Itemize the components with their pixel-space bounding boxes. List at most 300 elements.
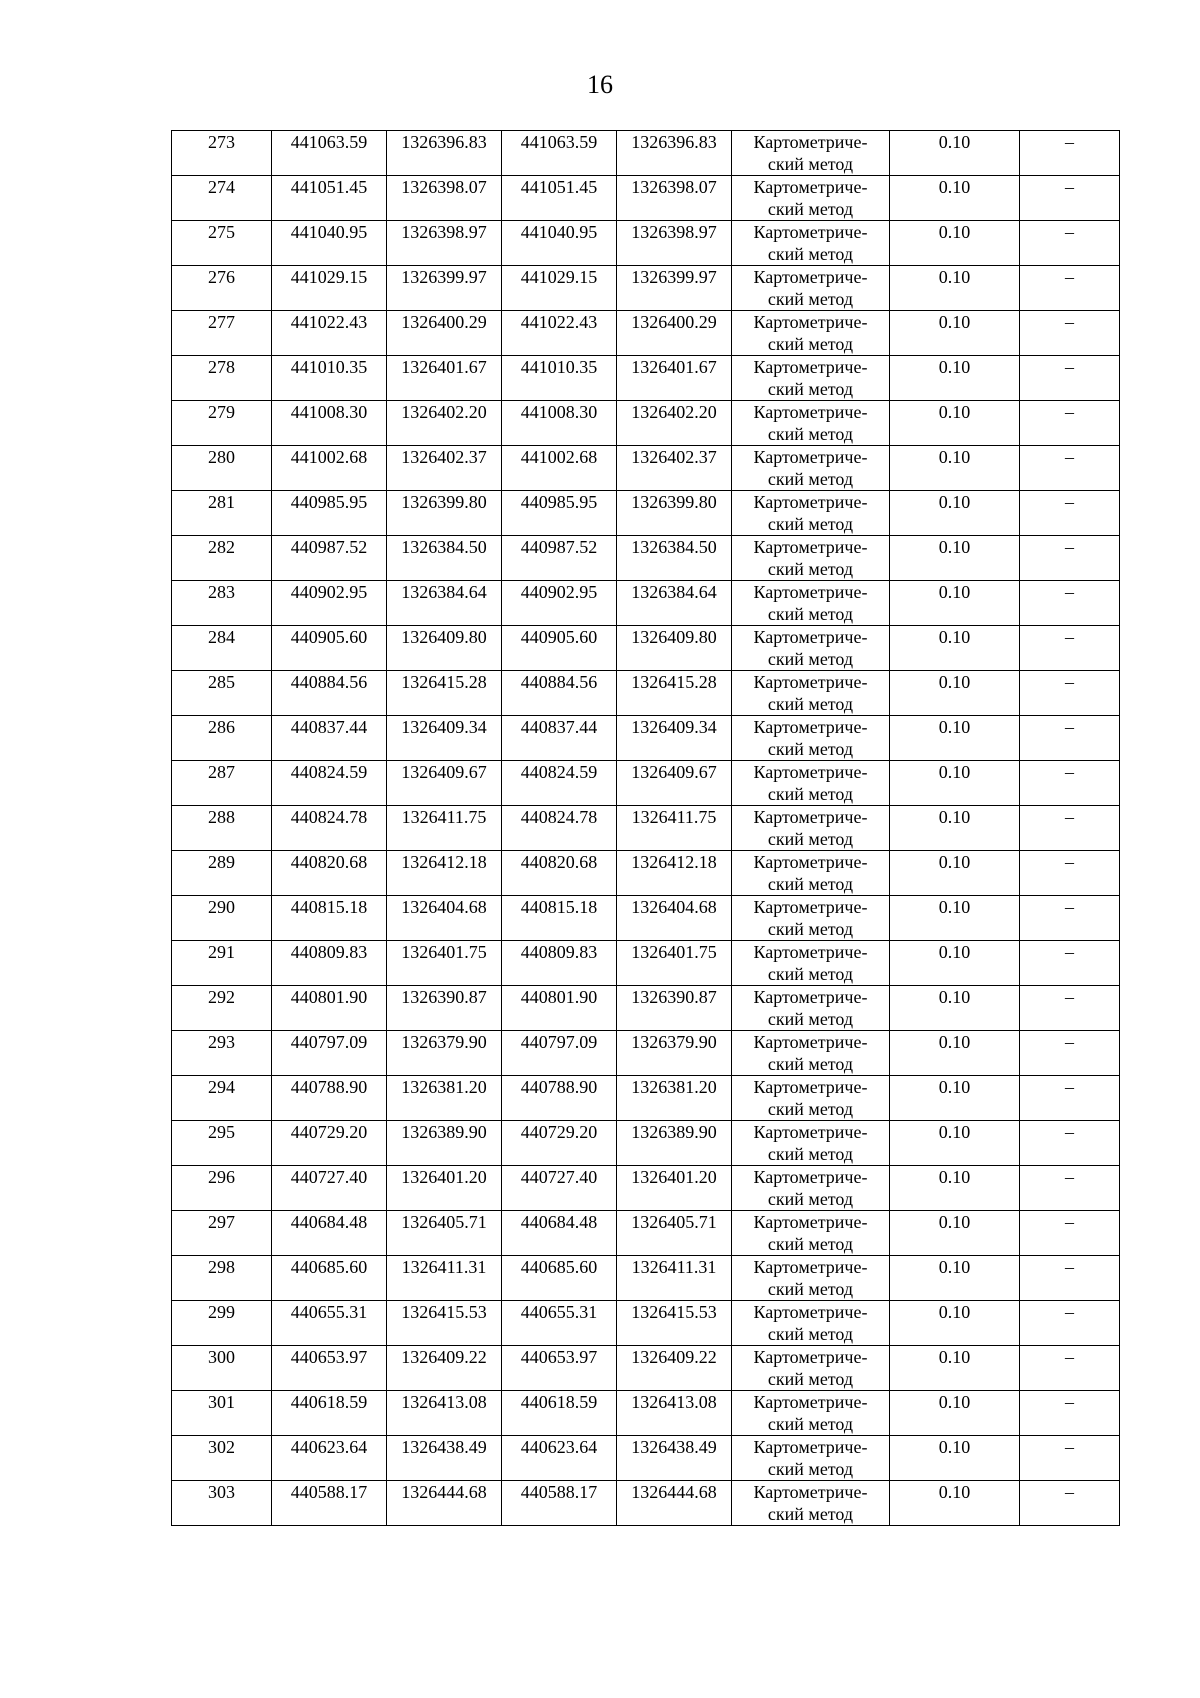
cell-note: – xyxy=(1020,1256,1120,1301)
table-row xyxy=(172,1436,1120,1481)
cell-existing-y: 1326398.97 xyxy=(387,221,502,266)
table-row xyxy=(172,941,1120,986)
cell-point-number: 292 xyxy=(172,986,272,1031)
cell-refined-y: 1326413.08 xyxy=(617,1391,732,1436)
cell-method xyxy=(732,716,890,761)
cell-point-number: 276 xyxy=(172,266,272,311)
method-line: Картометриче- xyxy=(753,897,868,917)
cell-accuracy: 0.10 xyxy=(890,1121,1020,1166)
cell-existing-x: 440820.68 xyxy=(272,851,387,896)
method-line: Картометриче- xyxy=(753,267,868,287)
cell-existing-y: 1326409.34 xyxy=(387,716,502,761)
cell-point-number: 291 xyxy=(172,941,272,986)
cell-existing-y: 1326438.49 xyxy=(387,1436,502,1481)
table-body xyxy=(172,131,1120,1526)
method-line: ский метод xyxy=(767,739,854,759)
cell-existing-y: 1326411.31 xyxy=(387,1256,502,1301)
cell-point-number: 285 xyxy=(172,671,272,716)
cell-method xyxy=(732,671,890,716)
cell-method xyxy=(732,1481,890,1526)
cell-refined-x: 440985.95 xyxy=(502,491,617,536)
method-line: Картометриче- xyxy=(753,1122,868,1142)
method-line: ский метод xyxy=(767,784,854,804)
cell-method xyxy=(732,446,890,491)
table-row xyxy=(172,131,1120,176)
cell-existing-x: 440824.59 xyxy=(272,761,387,806)
table-row xyxy=(172,671,1120,716)
method-line: Картометриче- xyxy=(753,672,868,692)
cell-accuracy: 0.10 xyxy=(890,1301,1020,1346)
cell-point-number: 297 xyxy=(172,1211,272,1256)
cell-point-number: 281 xyxy=(172,491,272,536)
cell-note: – xyxy=(1020,1391,1120,1436)
cell-refined-y: 1326401.20 xyxy=(617,1166,732,1211)
cell-refined-y: 1326404.68 xyxy=(617,896,732,941)
method-line: Картометриче- xyxy=(753,807,868,827)
cell-existing-y: 1326398.07 xyxy=(387,176,502,221)
cell-method xyxy=(732,626,890,671)
cell-refined-x: 440684.48 xyxy=(502,1211,617,1256)
cell-accuracy: 0.10 xyxy=(890,1481,1020,1526)
method-line: Картометриче- xyxy=(753,717,868,737)
cell-refined-x: 441040.95 xyxy=(502,221,617,266)
cell-note: – xyxy=(1020,851,1120,896)
cell-existing-y: 1326379.90 xyxy=(387,1031,502,1076)
cell-existing-x: 440809.83 xyxy=(272,941,387,986)
method-line: Картометриче- xyxy=(753,987,868,1007)
cell-method xyxy=(732,851,890,896)
cell-refined-y: 1326402.20 xyxy=(617,401,732,446)
cell-method xyxy=(732,131,890,176)
method-line: ский метод xyxy=(767,964,854,984)
cell-refined-x: 440884.56 xyxy=(502,671,617,716)
cell-accuracy: 0.10 xyxy=(890,221,1020,266)
cell-existing-y: 1326399.97 xyxy=(387,266,502,311)
method-line: ский метод xyxy=(767,334,854,354)
cell-point-number: 295 xyxy=(172,1121,272,1166)
cell-refined-y: 1326409.80 xyxy=(617,626,732,671)
cell-point-number: 282 xyxy=(172,536,272,581)
cell-note: – xyxy=(1020,1481,1120,1526)
method-line: ский метод xyxy=(767,694,854,714)
method-line: Картометриче- xyxy=(753,582,868,602)
table-row xyxy=(172,1211,1120,1256)
cell-refined-x: 440801.90 xyxy=(502,986,617,1031)
cell-existing-x: 441008.30 xyxy=(272,401,387,446)
method-line: Картометриче- xyxy=(753,1167,868,1187)
cell-refined-x: 441063.59 xyxy=(502,131,617,176)
method-line: Картометриче- xyxy=(753,492,868,512)
cell-existing-x: 441040.95 xyxy=(272,221,387,266)
cell-existing-x: 440788.90 xyxy=(272,1076,387,1121)
cell-method xyxy=(732,761,890,806)
method-line: ский метод xyxy=(767,1009,854,1029)
table-row xyxy=(172,1256,1120,1301)
method-line: Картометриче- xyxy=(753,177,868,197)
cell-accuracy: 0.10 xyxy=(890,761,1020,806)
cell-refined-x: 440655.31 xyxy=(502,1301,617,1346)
cell-refined-y: 1326396.83 xyxy=(617,131,732,176)
method-line: ский метод xyxy=(767,559,854,579)
cell-method xyxy=(732,176,890,221)
cell-point-number: 303 xyxy=(172,1481,272,1526)
cell-refined-x: 440788.90 xyxy=(502,1076,617,1121)
cell-existing-x: 440902.95 xyxy=(272,581,387,626)
cell-existing-x: 441022.43 xyxy=(272,311,387,356)
cell-refined-x: 441051.45 xyxy=(502,176,617,221)
cell-point-number: 289 xyxy=(172,851,272,896)
cell-note: – xyxy=(1020,1346,1120,1391)
method-line: ский метод xyxy=(767,154,854,174)
page-number: 16 xyxy=(587,70,613,99)
cell-existing-x: 440884.56 xyxy=(272,671,387,716)
method-line: ский метод xyxy=(767,919,854,939)
cell-accuracy: 0.10 xyxy=(890,176,1020,221)
cell-refined-y: 1326400.29 xyxy=(617,311,732,356)
cell-method xyxy=(732,986,890,1031)
method-line: ский метод xyxy=(767,199,854,219)
cell-point-number: 288 xyxy=(172,806,272,851)
cell-note: – xyxy=(1020,806,1120,851)
cell-refined-x: 440820.68 xyxy=(502,851,617,896)
table-row xyxy=(172,581,1120,626)
cell-method xyxy=(732,401,890,446)
cell-note: – xyxy=(1020,221,1120,266)
cell-refined-y: 1326402.37 xyxy=(617,446,732,491)
cell-note: – xyxy=(1020,401,1120,446)
cell-method xyxy=(732,311,890,356)
method-line: Картометриче- xyxy=(753,132,868,152)
cell-note: – xyxy=(1020,626,1120,671)
table-row xyxy=(172,1121,1120,1166)
cell-existing-x: 440684.48 xyxy=(272,1211,387,1256)
cell-refined-y: 1326399.97 xyxy=(617,266,732,311)
method-line: ский метод xyxy=(767,1369,854,1389)
coordinates-table xyxy=(171,130,1120,1526)
cell-existing-x: 440985.95 xyxy=(272,491,387,536)
cell-refined-x: 441022.43 xyxy=(502,311,617,356)
table-row xyxy=(172,536,1120,581)
method-line: Картометриче- xyxy=(753,537,868,557)
cell-note: – xyxy=(1020,716,1120,761)
cell-existing-y: 1326409.67 xyxy=(387,761,502,806)
cell-note: – xyxy=(1020,986,1120,1031)
cell-refined-y: 1326381.20 xyxy=(617,1076,732,1121)
cell-note: – xyxy=(1020,1031,1120,1076)
table-row xyxy=(172,896,1120,941)
cell-method xyxy=(732,221,890,266)
cell-refined-x: 441010.35 xyxy=(502,356,617,401)
table-row xyxy=(172,266,1120,311)
cell-note: – xyxy=(1020,176,1120,221)
cell-refined-x: 440987.52 xyxy=(502,536,617,581)
cell-method xyxy=(732,1031,890,1076)
cell-existing-y: 1326401.20 xyxy=(387,1166,502,1211)
cell-point-number: 278 xyxy=(172,356,272,401)
cell-existing-y: 1326405.71 xyxy=(387,1211,502,1256)
cell-refined-y: 1326398.97 xyxy=(617,221,732,266)
cell-note: – xyxy=(1020,1121,1120,1166)
cell-existing-x: 440729.20 xyxy=(272,1121,387,1166)
table-row xyxy=(172,221,1120,266)
cell-method xyxy=(732,1076,890,1121)
cell-method xyxy=(732,1301,890,1346)
cell-refined-x: 440837.44 xyxy=(502,716,617,761)
method-line: ский метод xyxy=(767,874,854,894)
cell-refined-y: 1326412.18 xyxy=(617,851,732,896)
cell-existing-y: 1326396.83 xyxy=(387,131,502,176)
method-line: ский метод xyxy=(767,379,854,399)
cell-refined-x: 440797.09 xyxy=(502,1031,617,1076)
cell-method xyxy=(732,536,890,581)
method-line: ский метод xyxy=(767,1189,854,1209)
cell-refined-y: 1326405.71 xyxy=(617,1211,732,1256)
cell-existing-y: 1326444.68 xyxy=(387,1481,502,1526)
cell-refined-x: 440824.78 xyxy=(502,806,617,851)
cell-refined-y: 1326415.53 xyxy=(617,1301,732,1346)
cell-existing-y: 1326384.64 xyxy=(387,581,502,626)
cell-existing-y: 1326409.22 xyxy=(387,1346,502,1391)
cell-method xyxy=(732,1256,890,1301)
cell-point-number: 273 xyxy=(172,131,272,176)
table-row xyxy=(172,401,1120,446)
cell-point-number: 280 xyxy=(172,446,272,491)
cell-refined-y: 1326411.75 xyxy=(617,806,732,851)
cell-note: – xyxy=(1020,446,1120,491)
table-row xyxy=(172,626,1120,671)
method-line: ский метод xyxy=(767,1054,854,1074)
cell-note: – xyxy=(1020,131,1120,176)
table-row xyxy=(172,176,1120,221)
cell-method xyxy=(732,1346,890,1391)
table-row xyxy=(172,1166,1120,1211)
cell-refined-x: 440618.59 xyxy=(502,1391,617,1436)
cell-accuracy: 0.10 xyxy=(890,1256,1020,1301)
cell-refined-x: 441008.30 xyxy=(502,401,617,446)
cell-point-number: 279 xyxy=(172,401,272,446)
cell-refined-x: 440729.20 xyxy=(502,1121,617,1166)
cell-existing-y: 1326415.28 xyxy=(387,671,502,716)
table-row xyxy=(172,851,1120,896)
cell-note: – xyxy=(1020,581,1120,626)
cell-accuracy: 0.10 xyxy=(890,491,1020,536)
cell-point-number: 299 xyxy=(172,1301,272,1346)
method-line: ский метод xyxy=(767,244,854,264)
cell-accuracy: 0.10 xyxy=(890,581,1020,626)
cell-refined-x: 440815.18 xyxy=(502,896,617,941)
method-line: ский метод xyxy=(767,1504,854,1524)
cell-existing-x: 441051.45 xyxy=(272,176,387,221)
cell-point-number: 302 xyxy=(172,1436,272,1481)
method-line: Картометриче- xyxy=(753,222,868,242)
cell-existing-y: 1326390.87 xyxy=(387,986,502,1031)
method-line: ский метод xyxy=(767,1324,854,1344)
method-line: ский метод xyxy=(767,649,854,669)
cell-refined-y: 1326444.68 xyxy=(617,1481,732,1526)
cell-point-number: 284 xyxy=(172,626,272,671)
cell-existing-y: 1326404.68 xyxy=(387,896,502,941)
cell-accuracy: 0.10 xyxy=(890,311,1020,356)
cell-existing-y: 1326402.37 xyxy=(387,446,502,491)
table-row xyxy=(172,1481,1120,1526)
table-row xyxy=(172,446,1120,491)
method-line: ский метод xyxy=(767,604,854,624)
cell-existing-x: 440685.60 xyxy=(272,1256,387,1301)
cell-point-number: 287 xyxy=(172,761,272,806)
cell-method xyxy=(732,1166,890,1211)
cell-refined-x: 441002.68 xyxy=(502,446,617,491)
cell-point-number: 298 xyxy=(172,1256,272,1301)
cell-refined-y: 1326409.34 xyxy=(617,716,732,761)
cell-method xyxy=(732,941,890,986)
cell-method xyxy=(732,491,890,536)
method-line: Картометриче- xyxy=(753,1032,868,1052)
method-line: ский метод xyxy=(767,514,854,534)
cell-refined-y: 1326401.67 xyxy=(617,356,732,401)
cell-existing-y: 1326412.18 xyxy=(387,851,502,896)
table-row xyxy=(172,1391,1120,1436)
cell-accuracy: 0.10 xyxy=(890,266,1020,311)
cell-note: – xyxy=(1020,311,1120,356)
cell-point-number: 286 xyxy=(172,716,272,761)
cell-method xyxy=(732,356,890,401)
cell-method xyxy=(732,1391,890,1436)
cell-existing-x: 440655.31 xyxy=(272,1301,387,1346)
cell-accuracy: 0.10 xyxy=(890,1076,1020,1121)
cell-note: – xyxy=(1020,671,1120,716)
cell-refined-x: 440653.97 xyxy=(502,1346,617,1391)
cell-refined-x: 440623.64 xyxy=(502,1436,617,1481)
cell-method xyxy=(732,1121,890,1166)
cell-accuracy: 0.10 xyxy=(890,131,1020,176)
method-line: Картометриче- xyxy=(753,852,868,872)
cell-accuracy: 0.10 xyxy=(890,356,1020,401)
cell-point-number: 274 xyxy=(172,176,272,221)
cell-existing-x: 441029.15 xyxy=(272,266,387,311)
cell-note: – xyxy=(1020,896,1120,941)
table-row xyxy=(172,806,1120,851)
cell-existing-y: 1326381.20 xyxy=(387,1076,502,1121)
table-row xyxy=(172,716,1120,761)
cell-note: – xyxy=(1020,356,1120,401)
method-line: Картометриче- xyxy=(753,1392,868,1412)
method-line: ский метод xyxy=(767,424,854,444)
cell-existing-x: 440588.17 xyxy=(272,1481,387,1526)
cell-refined-y: 1326401.75 xyxy=(617,941,732,986)
cell-existing-x: 441010.35 xyxy=(272,356,387,401)
cell-existing-x: 440618.59 xyxy=(272,1391,387,1436)
method-line: ский метод xyxy=(767,1234,854,1254)
cell-note: – xyxy=(1020,1436,1120,1481)
cell-method xyxy=(732,806,890,851)
cell-existing-x: 440987.52 xyxy=(272,536,387,581)
cell-note: – xyxy=(1020,536,1120,581)
method-line: ский метод xyxy=(767,469,854,489)
table-row xyxy=(172,491,1120,536)
cell-refined-x: 440727.40 xyxy=(502,1166,617,1211)
cell-accuracy: 0.10 xyxy=(890,896,1020,941)
cell-note: – xyxy=(1020,941,1120,986)
cell-existing-x: 440837.44 xyxy=(272,716,387,761)
cell-accuracy: 0.10 xyxy=(890,986,1020,1031)
cell-accuracy: 0.10 xyxy=(890,1346,1020,1391)
cell-existing-x: 440905.60 xyxy=(272,626,387,671)
method-line: Картометриче- xyxy=(753,447,868,467)
cell-point-number: 283 xyxy=(172,581,272,626)
cell-existing-x: 440653.97 xyxy=(272,1346,387,1391)
cell-accuracy: 0.10 xyxy=(890,941,1020,986)
cell-point-number: 300 xyxy=(172,1346,272,1391)
table-row xyxy=(172,356,1120,401)
cell-point-number: 294 xyxy=(172,1076,272,1121)
cell-note: – xyxy=(1020,1166,1120,1211)
cell-refined-y: 1326409.22 xyxy=(617,1346,732,1391)
cell-existing-y: 1326399.80 xyxy=(387,491,502,536)
cell-accuracy: 0.10 xyxy=(890,446,1020,491)
cell-note: – xyxy=(1020,1211,1120,1256)
cell-refined-y: 1326398.07 xyxy=(617,176,732,221)
cell-refined-y: 1326438.49 xyxy=(617,1436,732,1481)
cell-accuracy: 0.10 xyxy=(890,1211,1020,1256)
cell-method xyxy=(732,1436,890,1481)
cell-existing-y: 1326402.20 xyxy=(387,401,502,446)
table-row xyxy=(172,1031,1120,1076)
cell-refined-y: 1326389.90 xyxy=(617,1121,732,1166)
method-line: ский метод xyxy=(767,1099,854,1119)
cell-existing-y: 1326415.53 xyxy=(387,1301,502,1346)
cell-accuracy: 0.10 xyxy=(890,536,1020,581)
cell-accuracy: 0.10 xyxy=(890,851,1020,896)
cell-existing-x: 440727.40 xyxy=(272,1166,387,1211)
cell-refined-y: 1326411.31 xyxy=(617,1256,732,1301)
cell-refined-y: 1326399.80 xyxy=(617,491,732,536)
cell-existing-y: 1326384.50 xyxy=(387,536,502,581)
cell-note: – xyxy=(1020,761,1120,806)
cell-accuracy: 0.10 xyxy=(890,806,1020,851)
cell-accuracy: 0.10 xyxy=(890,1031,1020,1076)
cell-existing-x: 440623.64 xyxy=(272,1436,387,1481)
cell-method xyxy=(732,581,890,626)
method-line: Картометриче- xyxy=(753,312,868,332)
cell-refined-y: 1326384.50 xyxy=(617,536,732,581)
cell-method xyxy=(732,1211,890,1256)
cell-refined-x: 440685.60 xyxy=(502,1256,617,1301)
cell-existing-x: 440801.90 xyxy=(272,986,387,1031)
cell-accuracy: 0.10 xyxy=(890,671,1020,716)
cell-method xyxy=(732,896,890,941)
method-line: Картометриче- xyxy=(753,1212,868,1232)
method-line: ский метод xyxy=(767,1459,854,1479)
cell-accuracy: 0.10 xyxy=(890,716,1020,761)
cell-note: – xyxy=(1020,266,1120,311)
cell-refined-x: 440588.17 xyxy=(502,1481,617,1526)
method-line: Картометриче- xyxy=(753,1482,868,1502)
method-line: Картометриче- xyxy=(753,762,868,782)
cell-refined-y: 1326409.67 xyxy=(617,761,732,806)
cell-refined-x: 440809.83 xyxy=(502,941,617,986)
cell-accuracy: 0.10 xyxy=(890,626,1020,671)
method-line: Картометриче- xyxy=(753,1437,868,1457)
method-line: ский метод xyxy=(767,1414,854,1434)
cell-point-number: 277 xyxy=(172,311,272,356)
cell-existing-x: 440824.78 xyxy=(272,806,387,851)
cell-refined-x: 441029.15 xyxy=(502,266,617,311)
method-line: Картометриче- xyxy=(753,1077,868,1097)
table-row xyxy=(172,1301,1120,1346)
cell-existing-y: 1326401.75 xyxy=(387,941,502,986)
cell-existing-x: 440797.09 xyxy=(272,1031,387,1076)
method-line: ский метод xyxy=(767,829,854,849)
